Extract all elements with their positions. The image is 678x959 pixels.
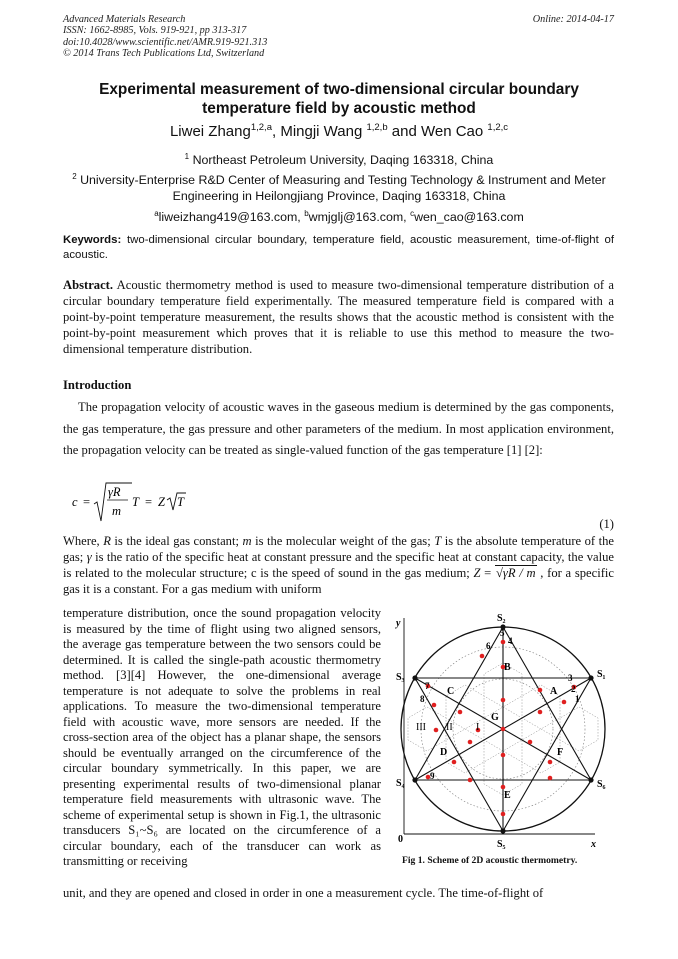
abstract-label: Abstract.	[63, 278, 114, 292]
author-2: Mingji Wang	[280, 123, 367, 140]
var-m: m	[242, 534, 252, 548]
where-s3: is the molecular weight of the gas;	[251, 534, 435, 548]
label-s1: S₁	[597, 669, 606, 680]
where-paragraph: Where, R is the ideal gas constant; m is the molecular weight of the gas; T is the absolute temperature of the gas; γ is the ratio of the specific heat at constant pressure and the specific heat at constant capacity, the value is related to the molecular structure; c is the speed of sound in the gas medium; Z = √γR / m , for a specific gas it is a constant. For a gas medium with uniform	[63, 534, 615, 596]
roman-2: II	[446, 722, 453, 733]
journal-header	[63, 14, 267, 59]
journal-name: Advanced Materials Research	[63, 14, 186, 25]
equation-number: (1)	[599, 517, 614, 531]
author-2-sup: 1,2,b	[366, 122, 388, 133]
eq-t1: T	[132, 495, 139, 509]
num-7: 7	[425, 681, 430, 691]
author-list	[60, 122, 618, 140]
intro-heading	[63, 377, 614, 393]
eq-equals-1: =	[83, 495, 91, 509]
num-3: 3	[568, 673, 573, 683]
keywords-text: two-dimensional circular boundary, temperature field, acoustic measurement, time-of-flight of acoustic.	[63, 234, 614, 261]
author-sep-1: ,	[271, 123, 281, 140]
var-T: T	[434, 534, 442, 548]
where-s1: Where,	[63, 534, 104, 548]
roman-labels	[416, 722, 479, 733]
num-5: 5	[500, 628, 505, 638]
abstract-text: Acoustic thermometry method is used to measure two-dimensional temperature distribution of a circular boundary temperature field experimentally. The measured temperature field is compared with a point-by-point temperature measurement, the results shows that the acoustic method is consistent with the point-by-point measurement which proves that it is reliable to use this method to measure the two-dimensional temperature distribution.	[63, 278, 614, 356]
region-b: B	[504, 662, 511, 673]
bottom-text: unit, and they are opened and closed in order in one a measurement cycle. The time-of-flight of	[63, 886, 544, 900]
aff-1-text: Northeast Petroleum University, Daqing 163318, China	[189, 153, 494, 168]
title-line-2: temperature field by acoustic method	[202, 99, 476, 117]
region-e: E	[504, 790, 511, 801]
zexpr-root: γR / m	[502, 566, 536, 580]
aff-1-sup: 1	[184, 152, 190, 161]
where-s2: is the ideal gas constant;	[110, 534, 243, 548]
zexpr-z: Z	[473, 566, 481, 580]
zexpr-eq: =	[480, 566, 495, 580]
var-R: R	[103, 534, 111, 548]
aff-2-sup: 2	[72, 172, 77, 181]
label-s6: S₆	[597, 779, 606, 790]
author-3: Wen Cao	[420, 123, 488, 140]
email-1: liweizhang419@163.com,	[158, 210, 305, 225]
intro-paragraph-1: The propagation velocity of acoustic waves in the gaseous medium is determined by the gas components, the gas temperature, the gas pressure and other parameters of the medium. In most application environment, the propagation velocity can be treated as single-valued function of the gas temperature [1] [2]:	[63, 400, 614, 457]
email-a-sup: a	[154, 209, 159, 218]
abstract	[63, 277, 614, 357]
eq-equals-2: =	[145, 495, 153, 509]
aff-2-line-2: Engineering in Heilongjiang Province, Daqing 163318, China	[172, 189, 506, 204]
num-9: 9	[430, 771, 435, 781]
eq-c: c	[72, 495, 78, 509]
num-6: 6	[486, 641, 491, 651]
roman-3: III	[416, 722, 426, 733]
email-c-sup: c	[410, 209, 415, 218]
equation-1	[72, 481, 272, 525]
num-4: 4	[508, 636, 513, 646]
keywords-label: Keywords:	[63, 234, 122, 246]
emails	[60, 206, 618, 225]
where-s6: , for a specific gas it is a constant. For a gas medium with uniform	[63, 566, 615, 596]
roman-1: I	[476, 722, 480, 733]
region-f: F	[557, 747, 564, 758]
author-1: Liwei Zhang	[169, 123, 251, 140]
region-c: C	[447, 686, 455, 697]
num-1: 1	[575, 694, 580, 704]
aff-2-line-1: University-Enterprise R&D Center of Measuring and Testing Technology & Instrument and Meter	[76, 173, 606, 188]
email-b-sup: b	[304, 209, 309, 218]
figure-caption: Fig 1. Scheme of 2D acoustic thermometry.	[402, 855, 578, 866]
num-8: 8	[420, 694, 425, 704]
num-2: 2	[571, 684, 576, 694]
eq-t2: T	[177, 495, 184, 509]
title-line-1: Experimental measurement of two-dimensional circular boundary	[99, 81, 579, 98]
figure-1	[390, 612, 616, 862]
email-2: wmjglj@163.com,	[308, 210, 411, 225]
column-text: temperature distribution, once the sound propagation velocity is measured by the time of flight using two aligned sensors, the average gas temperature between the two sensors could be determined. It is called the single-path acoustic thermometry method. [3][4] However, the one-dimensional average temperature is not adequate to solve the problems in real applications. To measure the two-dimensional temperature field with acoustic wave, more sensors are needed. If the cross-section area of the object has a planar shape, the sensors should be eventually arranged on the circumference of the circular boundary symmetrically. In this paper, we are presenting experimental results of two-dimensional planar temperature field measurements with ultrasonic wave. The scheme of experimental setup is shown in Fig.1, the ultrasonic transducers S₁~S₆ are located on the circumference of a circular boundary, each of the transducer can work as transmitting or receiving	[63, 606, 381, 868]
paper-title	[60, 81, 618, 118]
journal-copyright: © 2014 Trans Tech Publications Ltd, Switzerland	[63, 47, 265, 59]
eq-m: m	[112, 504, 122, 518]
eq-gamma-r: γR	[108, 485, 121, 499]
online-date: Online: 2014-04-17	[532, 14, 614, 25]
region-a: A	[550, 686, 558, 697]
author-sep-2: and	[387, 123, 421, 140]
journal-doi: doi:10.4028/www.scientific.net/AMR.919-921.313	[63, 36, 268, 48]
affiliation-1	[60, 149, 618, 168]
region-d: D	[440, 747, 448, 758]
where-s4: is the absolute temperature of the gas;	[63, 534, 615, 564]
region-g: G	[491, 712, 499, 723]
origin-label: 0	[398, 834, 403, 845]
author-3-sup: 1,2,c	[487, 122, 509, 133]
keywords	[63, 233, 614, 262]
axis-y-label: y	[396, 618, 401, 629]
label-s3: S₃	[396, 672, 405, 683]
author-1-sup: 1,2,a	[250, 122, 272, 133]
intro-heading-text: Introduction	[63, 378, 132, 392]
where-s5: is the ratio of the specific heat at constant pressure and the specific heat at constant capacity, the value is related to the molecular structure; c is the speed of sound in the gas medium;	[63, 550, 614, 580]
affiliation-2	[60, 169, 618, 204]
axis-x-label: x	[591, 839, 596, 850]
path-numbers	[420, 628, 580, 781]
email-3: wen_cao@163.com	[414, 210, 524, 225]
label-s2: S₂	[497, 613, 506, 624]
label-s5: S₅	[497, 839, 506, 850]
var-gamma: γ	[86, 550, 92, 564]
label-s4: S₄	[396, 778, 405, 789]
journal-issn: ISSN: 1662-8985, Vols. 919-921, pp 313-317	[63, 25, 247, 37]
eq-z: Z	[158, 495, 165, 509]
